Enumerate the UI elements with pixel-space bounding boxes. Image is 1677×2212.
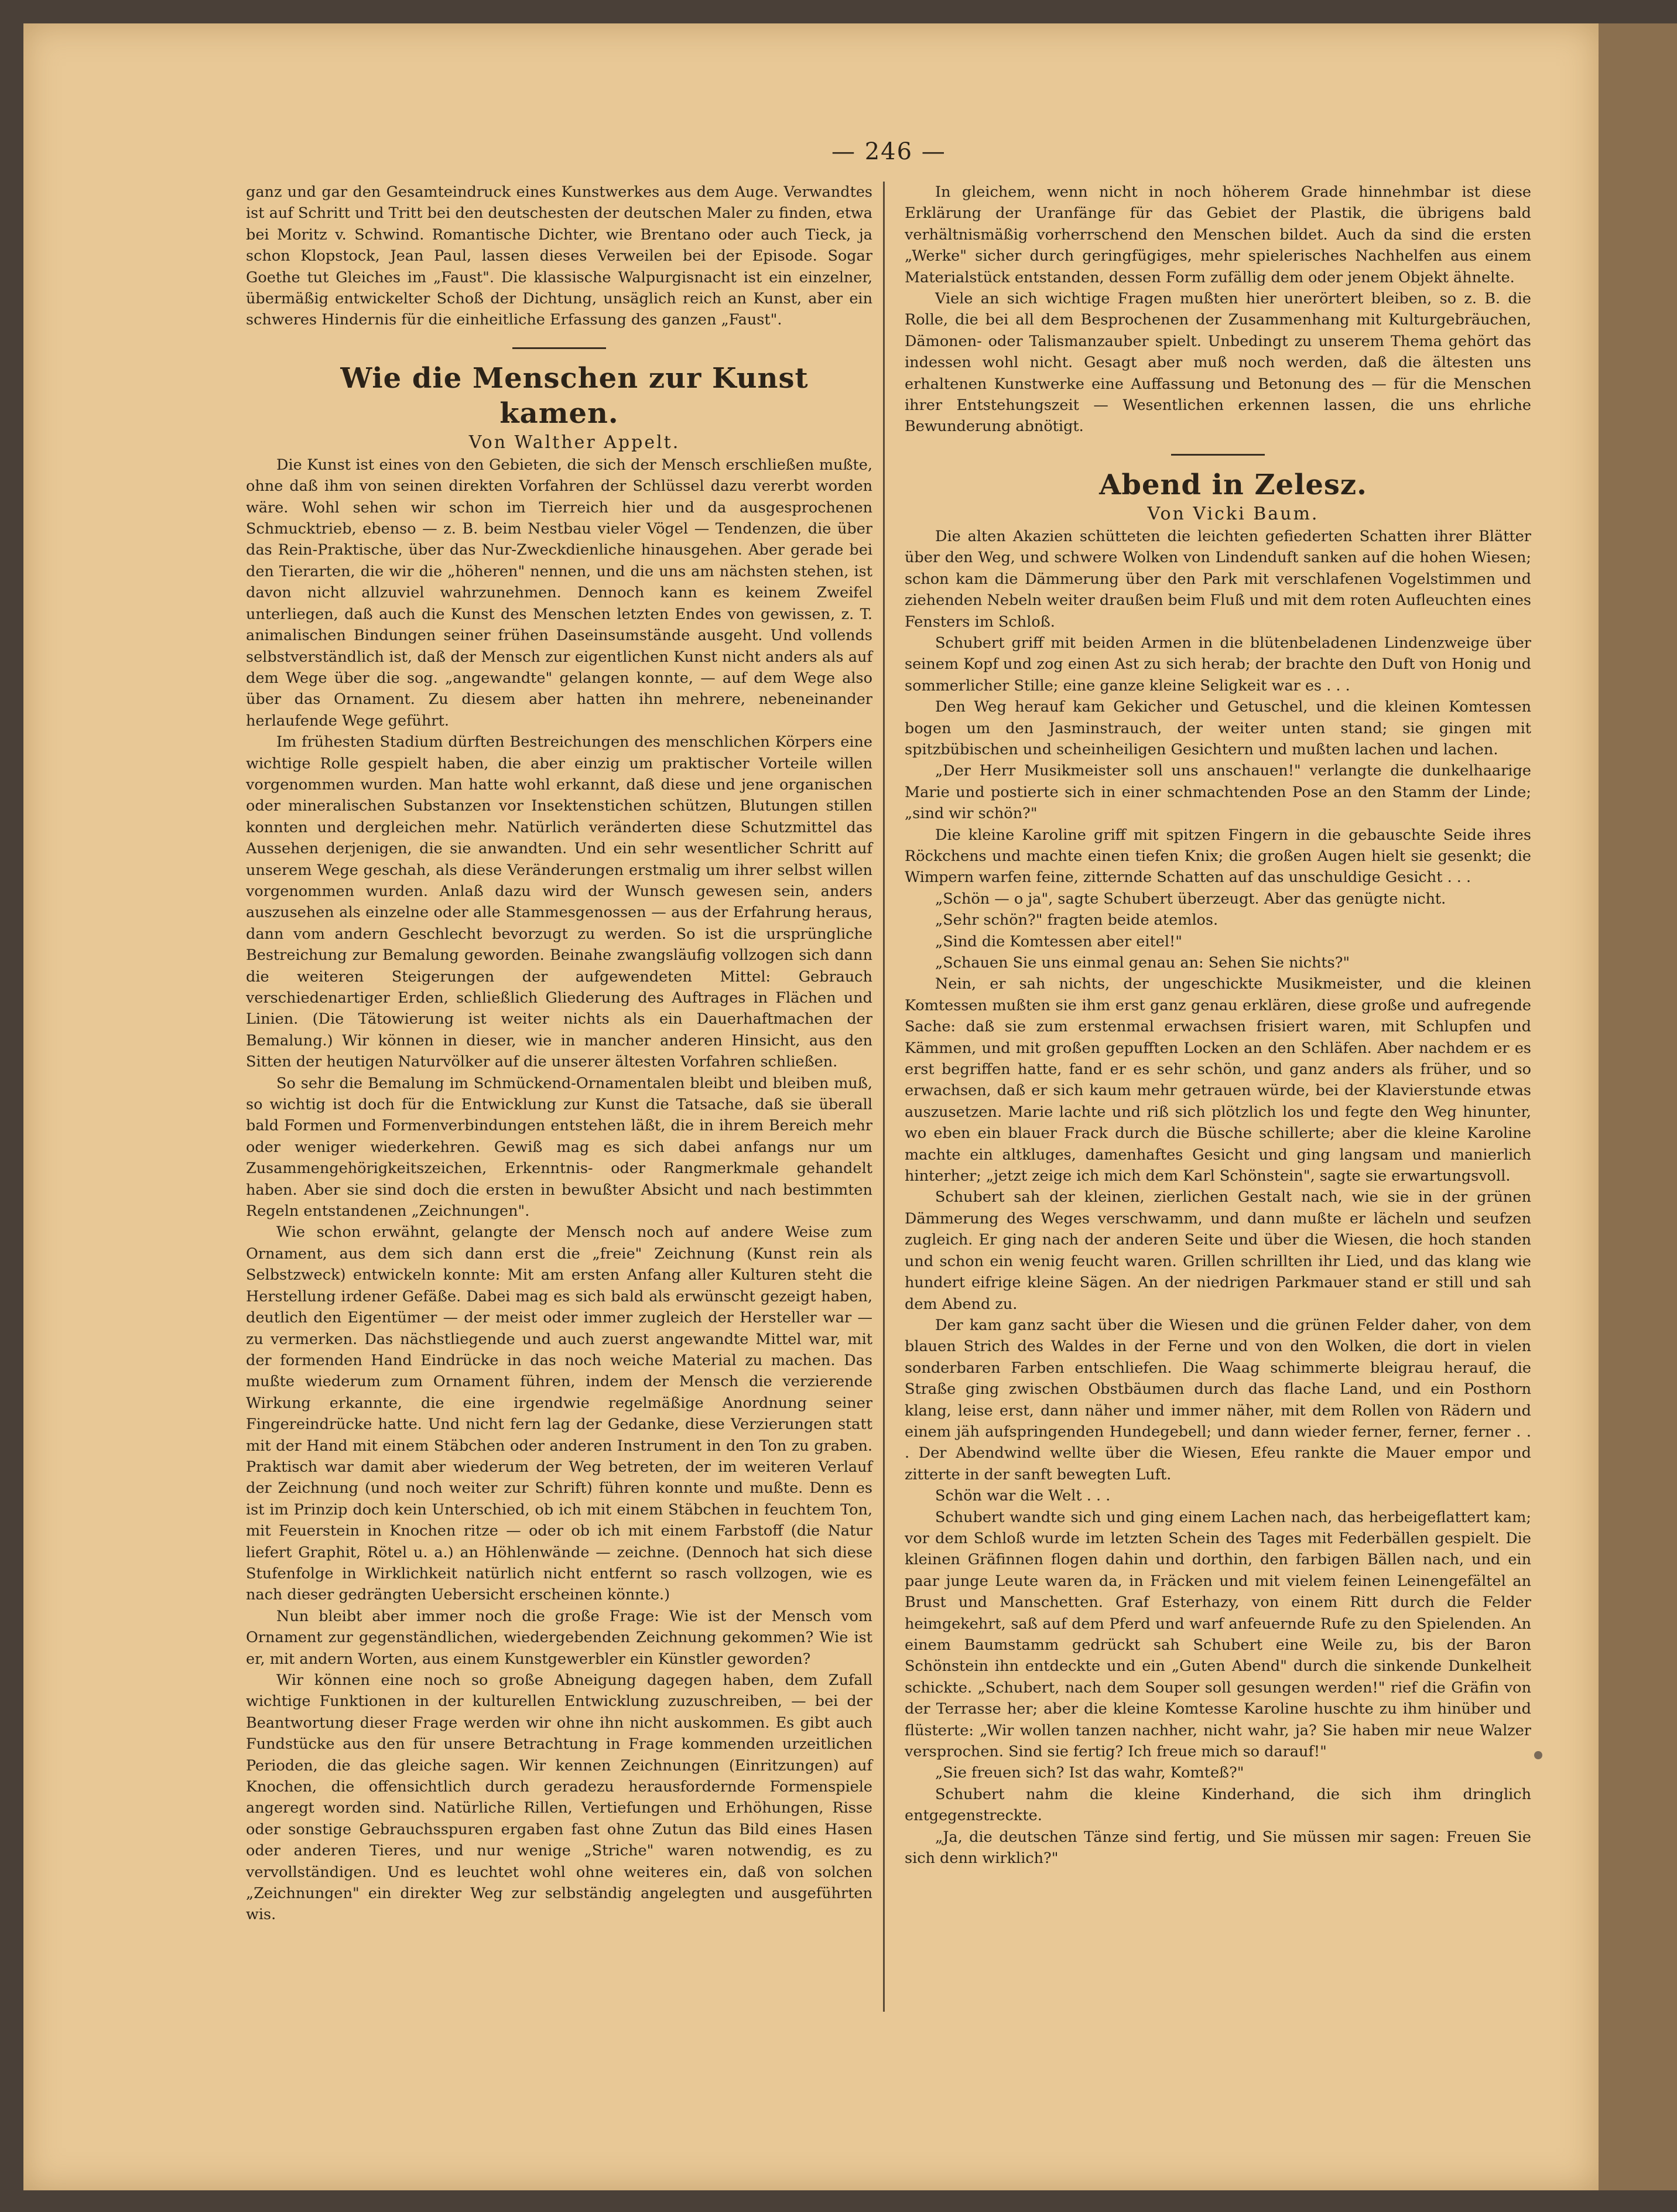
paragraph: „Sehr schön?" fragten beide atemlos. (935, 911, 1219, 929)
paragraph: Die kleine Karoline griff mit spitzen Fingern in die gebauschte Seide ihres Röckchens und machte einen tiefen Knix; die großen Augen hielt sie gesenkt; die Wimpern warfen feine, zitternde Schatten auf das unschuldige Gesicht . . . (905, 826, 1531, 887)
paragraph: Schön war die Welt . . . (935, 1487, 1111, 1505)
right-intro-paragraph-2: Viele an sich wichtige Fragen mußten hier unerörtert bleiben, so z. B. die Rolle, die bei all dem Besprochenen der Zusammenhang mit Kulturgebräuchen, Dämonen- oder Talismanzauber spielt. Unbedingt zu unserem Thema gehört das indessen wohl nicht. Gesagt aber muß noch werden, daß die ältesten uns erhaltenen Kunstwerke eine Auffassung und Betonung des — für die Menschen ihrer Entstehungszeit — Wesentlichen erkennen lassen, die uns ehrliche Bewunderung abnötigt. (905, 290, 1531, 436)
section-divider (1171, 454, 1265, 456)
paragraph: „Der Herr Musikmeister soll uns anschauen!" verlangte die dunkelhaarige Marie und postierte sich in einer schmachtenden Pose an den Stamm der Linde; „sind wir schön?" (905, 762, 1531, 823)
paragraph: Wie schon erwähnt, gelangte der Mensch noch auf andere Weise zum Ornament, aus dem sich dann erst die „freie" Zeichnung (Kunst rein als Selbstzweck) entwickeln konnte: Mit am ersten Anfang aller Kulturen steht die Herstellung irdener Gefäße. Dabei mag es sich bald als erwünscht gezeigt haben, deutlich den Eigentümer — der meist oder immer zugleich der Hersteller war — zu vermerken. Das nächstliegende und auch zuerst angewandte Mittel war, mit der formenden Hand Eindrücke in das noch weiche Material zu machen. Das mußte wiederum zum Ornament führen, indem der Mensch die verzierende Wirkung erkannte, die eine irgendwie regelmäßige Anordnung seiner Fingereindrücke hatte. Und nicht fern lag der Gedanke, diese Verzierungen statt mit der Hand mit einem Stäbchen oder anderen Instrument in den Ton zu graben. Praktisch war damit aber wiederum der Weg betreten, der im weiteren Verlauf der Zeichnung (und noch weiter zur Schrift) führen konnte und mußte. Denn es ist im Prinzip doch kein Unterschied, ob ich mit einem Stäbchen in feuchtem Ton, mit Feuerstein in Knochen ritze — oder ob ich mit einem Farbstoff (die Natur liefert Graphit, Rötel u. a.) an Höhlenwände — zeichne. (Dennoch hat sich diese Stufenfolge in Wirklichkeit natürlich nicht entfernt so rasch vollzogen, wie es nach dieser gedrängten Uebersicht erscheinen könnte.) (246, 1223, 872, 1604)
left-column (246, 182, 872, 1926)
section-divider (512, 347, 606, 349)
right-column (905, 182, 1531, 1869)
paragraph: Der kam ganz sacht über die Wiesen und die grünen Felder daher, von dem blauen Strich des Waldes in der Ferne und von den Wolken, die dort in vielen sonderbaren Farben entschliefen. Die Waag schimmerte bleigrau herauf, die Straße ging zwischen Obstbäumen durch das flache Land, und ein Posthorn klang, leise erst, dann näher und immer näher, mit dem Rollen von Rädern und einem jäh aufspringenden Hundegebell; und dann wieder ferner, ferner, ferner . . . Der Abendwind wellte über die Wiesen, Efeu rankte die Mauer empor und zitterte in der sanft bewegten Luft. (905, 1316, 1531, 1483)
article-title-kunst: Wie die Menschen zur Kunst kamen. (340, 361, 809, 430)
paragraph: „Schauen Sie uns einmal genau an: Sehen Sie nichts?" (935, 954, 1350, 972)
column-rule (883, 182, 885, 2012)
paragraph: So sehr die Bemalung im Schmückend-Ornamentalen bleibt und bleiben muß, so wichtig ist doch für die Entwicklung zur Kunst die Tatsache, daß sie überall bald Formen und Formenverbindungen entstehen läßt, die in ihrem Bereich mehr oder weniger wiederkehren. Gewiß mag es sich dabei anfangs nur um Zusammengehörigkeitszeichen, Erkenntnis- oder Rangmerkmale gehandelt haben. Aber sie sind doch die ersten in bewußter Absicht und nach bestimmten Regeln entstandenen „Zeichnungen". (246, 1074, 872, 1220)
paragraph: Nein, er sah nichts, der ungeschickte Musikmeister, und die kleinen Komtessen mußten sie ihm erst ganz genau erklären, diese große und aufregende Sache: daß sie zum erstenmal erwachsen frisiert waren, mit Schlupfen und Kämmen, und mit großen gepufften Locken an den Schläfen. Aber nachdem er es erst begriffen hatte, fand er es sehr schön, und ganz anders als früher, und so erwachsen, daß er sich kaum mehr getrauen würde, bei der Klavierstunde etwas auszusetzen. Marie lachte und riß sich plötzlich los und fegte den Weg hinunter, wo eben ein blauer Frack durch die Büsche schillerte; aber die kleine Karoline machte ein altkluges, damenhaftes Gesicht und ging langsam und manierlich hinterher; „jetzt zeige ich mich dem Karl Schönstein", sagte sie erwartungsvoll. (905, 975, 1531, 1185)
paragraph: „Ja, die deutschen Tänze sind fertig, und Sie müssen mir sagen: Freuen Sie sich denn wirklich?" (905, 1828, 1531, 1868)
paragraph: „Sie freuen sich? Ist das wahr, Komteß?" (935, 1764, 1244, 1782)
right-intro-paragraph: In gleichem, wenn nicht in noch höherem Grade hinnehmbar ist diese Erklärung der Uranfänge für das Gebiet der Plastik, die übrigens bald verhältnismäßig vorherrschend den Menschen bildet. Auch da sind die ersten „Werke" sicher durch geringfügiges, mehr spielerisches Nachhelfen aus einem Materialstück entstanden, dessen Form zufällig dem oder jenem Objekt ähnelte. (905, 183, 1531, 286)
adjacent-page-edge (1599, 23, 1677, 2190)
paragraph: „Sind die Komtessen aber eitel!" (935, 932, 1183, 951)
article-byline-baum: Von Vicki Baum. (1147, 503, 1319, 524)
page-number: — 246 — (831, 138, 946, 165)
paragraph: Den Weg herauf kam Gekicher und Getuschel, und die kleinen Komtessen bogen um den Jasminstrauch, der weiter unten stand; sie gingen mit spitzbübischen und scheinheiligen Gesichtern und mußten lachen und lachen. (905, 698, 1531, 758)
binding-hole-mark (1534, 1751, 1542, 1759)
paragraph: Schubert nahm die kleine Kinderhand, die sich ihm dringlich entgegenstreckte. (905, 1785, 1531, 1825)
left-intro-paragraph: ganz und gar den Gesamteindruck eines Kunstwerkes aus dem Auge. Verwandtes ist auf Schritt und Tritt bei den deutschesten der deutschen Maler zu finden, etwa bei Moritz v. Schwind. Romantische Dichter, wie Brentano oder auch Tieck, ja schon Klopstock, Jean Paul, lassen dieses Verweilen bei der Episode. Sogar Goethe tut Gleiches im „Faust". Die klassische Walpurgisnacht ist ein einzelner, übermäßig entwickelter Schoß der Dichtung, unsäglich reich an Kunst, aber ein schweres Hindernis für die einheitliche Erfassung des ganzen „Faust". (246, 183, 872, 329)
paragraph: Schubert griff mit beiden Armen in die blütenbeladenen Lindenzweige über seinem Kopf und zog einen Ast zu sich herab; der brachte den Duft von Honig und sommerlicher Stille; eine ganze kleine Seligkeit war es . . . (905, 634, 1531, 695)
paragraph: Schubert sah der kleinen, zierlichen Gestalt nach, wie sie in der grünen Dämmerung des Weges verschwamm, und dann mußte er lächeln und seufzen zugleich. Er ging nach der anderen Seite und über die Wiesen, die hoch standen und schon ein wenig feucht waren. Grillen schrillten ihr Lied, und das klang wie hundert eifrige kleine Sägen. An der niedrigen Parkmauer stand er still und sah dem Abend zu. (905, 1188, 1531, 1313)
paragraph: Schubert wandte sich und ging einem Lachen nach, das herbeigeflattert kam; vor dem Schloß wurde im letzten Schein des Tages mit Federbällen gespielt. Die kleinen Gräfinnen flogen dahin und dorthin, den farbigen Bällen nach, und ein paar junge Leute waren da, in Fräcken und mit vielem feinen Leinengefältel an Brust und Manschetten. Graf Esterhazy, von einem Ritt durch die Felder heimgekehrt, saß auf dem Pferd und warf anfeuernde Rufe zu den Spielenden. An einem Baumstamm gedrückt sah Schubert eine Weile zu, bis der Baron Schönstein ihn entdeckte und ein „Guten Abend" durch die sinkende Dunkelheit schickte. „Schubert, nach dem Souper soll gesungen werden!" rief die Gräfin von der Terrasse her; aber die kleine Komtesse Karoline huschte zu ihm hinüber und flüsterte: „Wir wollen tanzen nachher, nicht wahr, ja? Sie haben mir neue Walzer versprochen. Sind sie fertig? Ich freue mich so darauf!" (905, 1508, 1531, 1761)
paragraph: Die Kunst ist eines von den Gebieten, die sich der Mensch erschließen mußte, ohne daß ihm von seinen direkten Vorfahren der Schlüssel dazu vererbt worden wäre. Wohl sehen wir schon im Tierreich hier und da ausgesprochenen Schmucktrieb, ebenso — z. B. beim Nestbau vieler Vögel — Tendenzen, die über das Rein-Praktische, über das Nur-Zweckdienliche hinausgehen. Aber gerade bei den Tierarten, die wir die „höheren" nennen, und die uns am nächsten stehen, ist davon nicht allzuviel wahrzunehmen. Dennoch kann es keinem Zweifel unterliegen, daß auch die Kunst des Menschen letzten Endes von gewissen, z. T. animalischen Bindungen seiner frühen Daseinsumstände ausgeht. Und vollends selbstverständlich ist, daß der Mensch zur eigentlichen Kunst nicht anders als auf dem Wege über die sog. „angewandte" gelangen konnte, — auf dem Wege also über das Ornament. Zu diesem aber hatten ihn mehrere, nebeneinander herlaufende Wege geführt. (246, 456, 872, 730)
paragraph: Wir können eine noch so große Abneigung dagegen haben, dem Zufall wichtige Funktionen in der kulturellen Entwicklung zuzuschreiben, — bei der Beantwortung dieser Frage werden wir ohne ihn nicht auskommen. Es gibt auch Fundstücke aus den für unsere Betrachtung in Frage kommenden urzeitlichen Perioden, die das gleiche sagen. Wir kennen Zeichnungen (Einritzungen) auf Knochen, die offensichtlich durch geradezu herausfordernde Formenspiele angeregt worden sind. Natürliche Rillen, Vertiefungen und Erhöhungen, Risse oder sonstige Gebrauchsspuren ergaben fast ohne Zutun das Bild eines Hasen oder anderen Tieres, und nur wenige „Striche" waren notwendig, es zu vervollständigen. Und es leuchtet wohl ohne weiteres ein, daß von solchen „Zeichnungen" ein direkter Weg zur selbständig angelegten und ausgeführten wis. (246, 1671, 872, 1924)
article-title-zelesz: Abend in Zelesz. (1099, 468, 1367, 501)
paragraph: Nun bleibt aber immer noch die große Frage: Wie ist der Mensch vom Ornament zur gegenständlichen, wiedergebenden Zeichnung gekommen? Wie ist er, mit andern Worten, aus einem Kunstgewerbler ein Künstler geworden? (246, 1607, 872, 1668)
article-byline-appelt: Von Walther Appelt. (468, 432, 680, 453)
paragraph: Die alten Akazien schütteten die leichten gefiederten Schatten ihrer Blätter über den Weg, und schwere Wolken von Lindenduft sanken auf die hohen Wiesen; schon kam die Dämmerung über den Park mit verschlafenen Vogelstimmen und ziehenden Nebeln weiter draußen beim Fluß und mit dem roten Aufleuchten eines Fensters im Schloß. (905, 527, 1531, 631)
paragraph: „Schön — o ja", sagte Schubert überzeugt. Aber das genügte nicht. (935, 890, 1446, 908)
paragraph: Im frühesten Stadium dürften Bestreichungen des menschlichen Körpers eine wichtige Rolle gespielt haben, die aber einzig um praktischer Vorteile willen vorgenommen wurden. Man hatte wohl erkannt, daß diese und jene organischen oder mineralischen Substanzen vor Insektenstichen schützen, Blutungen stillen konnten und dergleichen mehr. Natürlich veränderten diese Schutzmittel das Aussehen derjenigen, die sie anwandten. Und ein sehr wesentlicher Schritt auf unserem Wege geschah, als diese Veränderungen erstmalig um ihrer selbst willen vorgenommen wurden. Anlaß dazu wird der Wunsch gewesen sein, anders auszusehen als einzelne oder alle Stammesgenossen — aus der Erfahrung heraus, dann vom andern Geschlecht bevorzugt zu werden. So ist die ursprüngliche Bestreichung zur Bemalung geworden. Beinahe zwangsläufig vollzogen sich dann die weiteren Steigerungen der aufgewendeten Mittel: Gebrauch verschiedenartiger Erden, schließlich Gliederung des Auftrages in Flächen und Linien. (Die Tätowierung ist weiter nichts als ein Dauerhaftmachen der Bemalung.) Wir können in dieser, wie in mancher anderen Hinsicht, aus den Sitten der heutigen Naturvölker auf die unserer ältesten Vorfahren schließen. (246, 733, 872, 1071)
